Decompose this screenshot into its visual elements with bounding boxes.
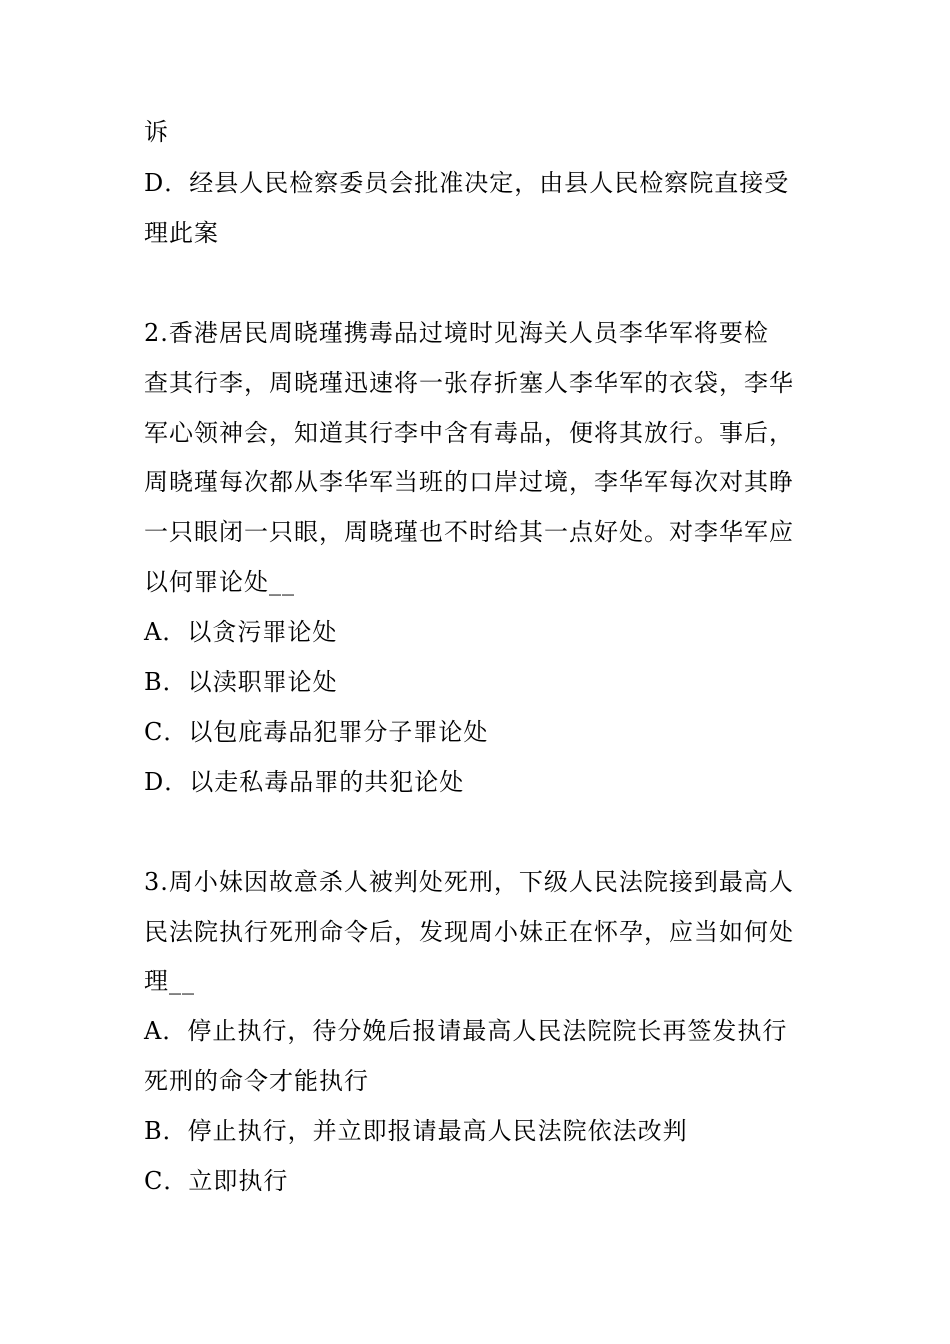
option-d-line: D．以走私毒品罪的共犯论处 [144,768,465,796]
text-line: 周晓瑾每次都从李华军当班的口岸过境，李华军每次对其睁 [144,468,794,496]
text-line: 查其行李，周晓瑾迅速将一张存折塞人李华军的衣袋，李华 [144,369,794,397]
text-line: 死刑的命令才能执行 [144,1067,369,1095]
option-c-line: C．以包庇毒品犯罪分子罪论处 [144,718,489,746]
text-line: 一只眼闭一只眼，周晓瑾也不时给其一点好处。对李华军应 [144,518,794,546]
option-b-line: B．停止执行，并立即报请最高人民法院依法改判 [144,1117,688,1145]
text-line: 军心领神会，知道其行李中含有毒品，便将其放行。事后， [144,419,794,447]
option-c-line: C．立即执行 [144,1167,289,1195]
option-d-line: D．经县人民检察委员会批准决定，由县人民检察院直接受 [144,169,790,197]
option-a-line: A．停止执行，待分娩后报请最高人民法院院长再签发执行 [144,1017,788,1045]
text-line: 以何罪论处__ [144,568,295,596]
question-3-line: 3.周小妹因故意杀人被判处死刑，下级人民法院接到最高人 [144,868,794,896]
option-a-line: A．以贪污罪论处 [144,618,338,646]
text-line: 民法院执行死刑命令后，发现周小妹正在怀孕，应当如何处 [144,918,794,946]
option-b-line: B．以渎职罪论处 [144,668,338,696]
text-line: 理__ [144,967,195,995]
text-line: 理此案 [144,219,219,247]
question-2-line: 2.香港居民周晓瑾携毒品过境时见海关人员李华军将要检 [144,319,769,347]
text-line: 诉 [144,118,169,146]
